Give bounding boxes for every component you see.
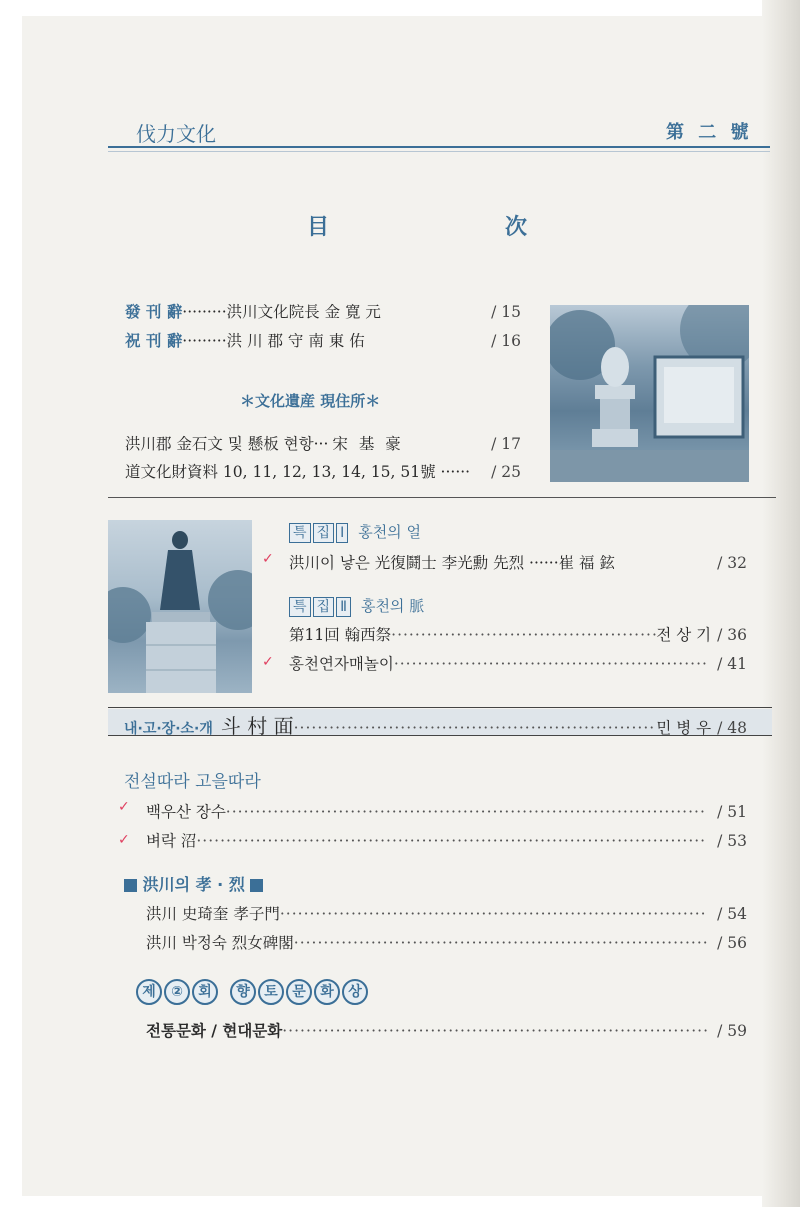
toc-title-first: 目 [307,215,330,240]
entry-dots: ········· [182,303,227,321]
special-heading [289,595,424,617]
toc-entry[interactable] [125,329,521,351]
statue-photo [108,520,252,693]
entry-title: 전통문화 / 현대문화 [146,1021,283,1040]
issue-number: 第 二 號 [666,122,753,143]
entry-author: 洪 川 郡 守 南 東 佑 [226,332,365,350]
entry-leader [294,934,707,952]
entry-page: / 32 [717,554,747,572]
entry-label: 發 刊 辭 [125,302,183,321]
magazine-title: 伐力文化 [136,122,216,146]
entry-leader [226,803,707,821]
monument-photo [550,305,749,482]
entry-page: / 41 [717,655,747,673]
special-badge: 집 [313,523,335,543]
section-heading [124,872,263,895]
square-bullet-icon [250,879,263,892]
entry-page: / 54 [717,905,747,923]
header-rule [108,146,770,148]
toc-entry[interactable] [125,300,521,322]
entry-title: 洪川 박정숙 烈女碑閣 [146,934,294,952]
entry-author: 전 상 기 [656,626,712,644]
toc-entry[interactable] [146,902,747,924]
special-badge-number: Ⅱ [336,597,351,617]
entry-page: / 48 [717,719,747,737]
entry-author: 민 병 우 [656,719,712,737]
statue-illustration [108,520,252,693]
header-rule-thin [108,151,770,152]
entry-page: / 51 [717,803,747,821]
entry-title: 洪川郡 金石文 및 懸板 현항··· [125,435,329,453]
special-badge-number: Ⅰ [336,523,348,543]
toc-entry[interactable] [146,800,747,822]
special-badge: 집 [313,597,335,617]
square-bullet-icon [124,879,137,892]
award-char: 문 [286,979,312,1005]
toc-entry[interactable] [125,432,521,454]
entry-label: 祝 刊 辭 [125,331,183,350]
entry-author: 崔 福 鉉 [558,554,615,572]
toc-entry[interactable] [289,623,747,645]
entry-title: 第11回 翰西祭 [289,626,392,644]
entry-dots: ········· [182,332,227,350]
award-char: 상 [342,979,368,1005]
award-char: ② [164,979,190,1005]
award-char: 향 [230,979,256,1005]
special-title: 홍천의 얼 [358,523,421,541]
entry-title: 홍천연자매놀이 [289,655,394,673]
entry-leader [294,719,657,737]
page-edge [762,0,800,1207]
hometown-rule-top [108,707,772,708]
toc-entry[interactable] [289,652,747,674]
entry-title: 벼락 沼 [146,832,197,850]
entry-page: / 17 [491,435,521,453]
entry-leader [280,905,707,923]
toc-entry[interactable] [146,931,747,953]
entry-page: / 56 [717,934,747,952]
check-mark-icon: ✓ [262,551,274,567]
special-heading [289,521,421,543]
check-mark-icon: ✓ [118,799,130,815]
toc-entry[interactable] [146,829,747,851]
entry-title: 斗 村 面 [220,714,294,738]
toc-title-second: 次 [505,215,528,240]
entry-title: 洪川이 낳은 光復鬪士 李光勳 先烈 ······ [289,554,559,572]
section-heading-text: 洪川의 孝 · 烈 [142,875,245,894]
entry-page: / 59 [717,1022,747,1040]
special-badge: 특 [289,523,311,543]
award-heading [136,979,370,1005]
entry-page: / 53 [717,832,747,850]
check-mark-icon: ✓ [262,654,274,670]
hometown-label: 내·고·장·소·개 [124,721,213,737]
entry-leader [391,626,656,644]
check-mark-icon: ✓ [118,832,130,848]
entry-author: 宋 基 豪 [332,435,404,453]
award-char: 회 [192,979,218,1005]
entry-page: / 16 [491,332,521,350]
entry-page: / 36 [717,626,747,644]
award-char: 제 [136,979,162,1005]
special-title: 홍천의 脈 [360,597,425,615]
entry-title: 洪川 史琦奎 孝子門 [146,905,280,923]
entry-author: 洪川文化院長 金 寛 元 [226,303,381,321]
award-char: 화 [314,979,340,1005]
toc-entry[interactable] [146,1019,747,1041]
toc-entry[interactable] [124,710,747,739]
toc-entry[interactable] [125,460,521,482]
award-char: 토 [258,979,284,1005]
entry-page: / 15 [491,303,521,321]
entry-leader [282,1022,707,1040]
special-badge: 특 [289,597,311,617]
entry-title: 백우산 장수 [146,803,226,821]
section-heading: ＊文化遺産 現住所＊ [240,392,381,410]
monument-illustration [550,305,749,482]
entry-leader [196,832,707,850]
entry-title: 道文化財資料 10, 11, 12, 13, 14, 15, 51號 ······ [125,463,471,481]
section-rule [108,497,776,498]
entry-leader [394,655,707,673]
section-heading: 전설따라 고을따라 [124,772,261,792]
toc-entry[interactable] [289,551,747,573]
entry-page: / 25 [491,463,521,481]
